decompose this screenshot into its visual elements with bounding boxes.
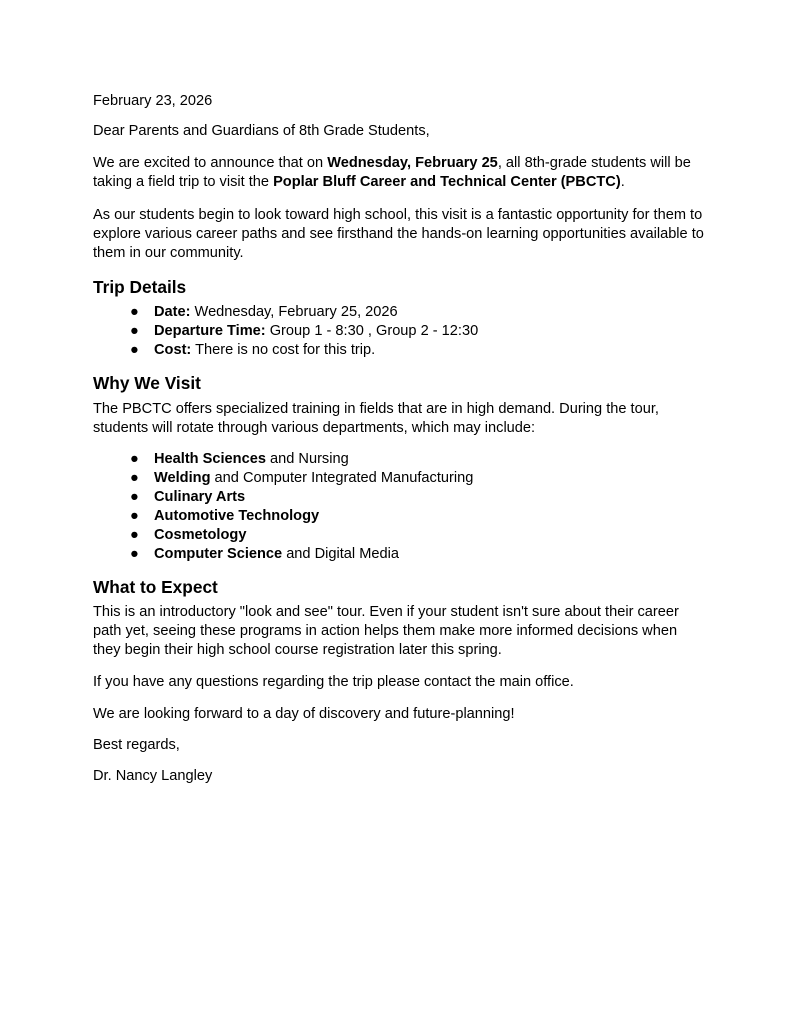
salutation: Dear Parents and Guardians of 8th Grade Students, [93,123,430,139]
bullet-icon: ● [130,451,139,467]
item-label: Date: [154,304,191,320]
signoff: Best regards, [93,737,180,753]
bullet-icon: ● [130,323,139,339]
list-item [93,469,711,488]
trip-date-emphasis: Wednesday, February 25 [327,155,498,171]
what-to-expect-text: This is an introductory "look and see" tour. Even if your student isn't sure about their career path yet, seeing these programs in action helps them make more informed decisions when they begin their high school course registration later this spring. [93,604,679,658]
item-label: Cost: [154,342,192,358]
item-value: Group 1 - 8:30 , Group 2 - 12:30 [265,323,479,339]
department-name: Health Sciences [154,451,266,467]
trip-details-heading: Trip Details [93,277,187,297]
bullet-icon: ● [130,508,139,524]
departments-list [93,450,711,564]
list-item [93,507,711,526]
intro-paragraph [93,154,703,192]
department-name: Welding [154,470,211,486]
bullet-icon: ● [130,470,139,486]
list-item [93,488,711,507]
list-item [93,545,711,564]
bullet-icon: ● [130,527,139,543]
text: , all 8th-grade students will be taking a field trip to visit the [93,155,691,190]
text: and Computer Integrated Manufacturing [210,470,474,486]
opportunity-paragraph: As our students begin to look toward high school, this visit is a fantastic opportunity for them to explore various career paths and see firsthand the hands-on learning opportunities available to them in our community. [93,207,704,261]
bullet-icon: ● [130,304,139,320]
list-item [93,303,711,322]
list-item [93,526,711,545]
why-visit-text: The PBCTC offers specialized training in fields that are in high demand. During the tour, students will rotate through various departments, which may include: [93,401,659,436]
department-name: Computer Science [154,546,283,562]
list-item [93,322,711,341]
list-item [93,450,711,469]
signature: Dr. Nancy Langley [93,768,213,784]
list-item [93,341,711,360]
department-name: Cosmetology [154,527,247,543]
department-name: Automotive Technology [154,508,320,524]
department-name: Culinary Arts [154,489,246,505]
letter-date: February 23, 2026 [93,93,213,109]
text: . [620,174,625,190]
bullet-icon: ● [130,489,139,505]
item-label: Departure Time: [154,323,266,339]
bullet-icon: ● [130,342,139,358]
closing-line: We are looking forward to a day of discovery and future-planning! [93,706,515,722]
item-value: There is no cost for this trip. [191,342,376,358]
text: and Digital Media [282,546,399,562]
destination-emphasis: Poplar Bluff Career and Technical Center (PBCTC) [273,174,621,190]
text: We are excited to announce that on [93,155,328,171]
what-to-expect-heading: What to Expect [93,577,218,597]
trip-details-list [93,303,711,360]
item-value: Wednesday, February 25, 2026 [190,304,398,320]
bullet-icon: ● [130,546,139,562]
why-visit-heading: Why We Visit [93,373,201,393]
text: and Nursing [265,451,349,467]
questions-line: If you have any questions regarding the trip please contact the main office. [93,674,574,690]
